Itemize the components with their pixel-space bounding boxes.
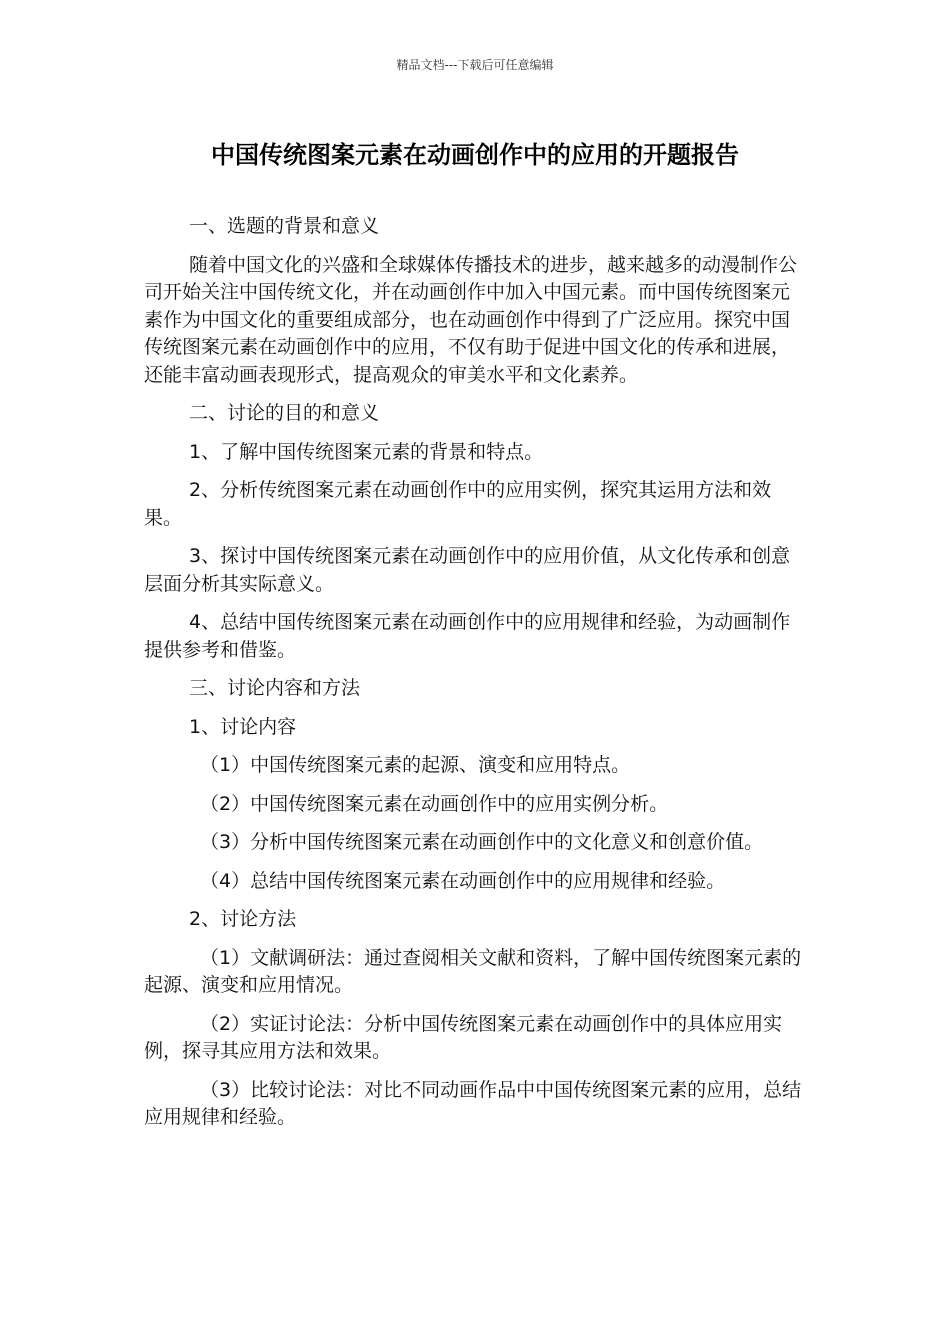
content-item-2: （2）中国传统图案元素在动画创作中的应用实例分析。: [200, 792, 669, 815]
method-item-3: （3）比较讨论法：对比不同动画作品中中国传统图案元素的应用，总结应用规律和经验。: [144, 1078, 802, 1128]
document-title: 中国传统图案元素在动画创作中的应用的开题报告: [211, 141, 739, 169]
section-heading-content-method: 三、讨论内容和方法: [189, 677, 361, 699]
purpose-item-4: 4、总结中国传统图案元素在动画创作中的应用规律和经验，为动画制作提供参考和借鉴。: [144, 611, 791, 661]
content-item-1: （1）中国传统图案元素的起源、演变和应用特点。: [200, 754, 631, 776]
page-header: 精品文档---下载后可任意编辑: [396, 58, 554, 72]
purpose-item-1: 1、了解中国传统图案元素的背景和特点。: [189, 440, 544, 463]
subheading-content: 1、讨论内容: [189, 715, 297, 738]
purpose-item-3: 3、探讨中国传统图案元素在动画创作中的应用价值，从文化传承和创意层面分析其实际意义。: [144, 545, 791, 595]
subheading-method: 2、讨论方法: [189, 908, 297, 930]
section-heading-purpose: 二、讨论的目的和意义: [189, 402, 380, 424]
content-item-4: （4）总结中国传统图案元素在动画创作中的应用规律和经验。: [200, 869, 726, 892]
method-item-2: （2）实证讨论法：分析中国传统图案元素在动画创作中的具体应用实例，探寻其应用方法和效果。: [144, 1012, 783, 1062]
method-item-1: （1）文献调研法：通过查阅相关文献和资料，了解中国传统图案元素的起源、演变和应用情况。: [144, 946, 802, 996]
section-heading-background: 一、选题的背景和意义: [189, 215, 380, 237]
document-body: [144, 213, 806, 1143]
purpose-item-2: 2、分析传统图案元素在动画创作中的应用实例，探究其运用方法和效果。: [144, 479, 772, 529]
paragraph-background: 随着中国文化的兴盛和全球媒体传播技术的进步，越来越多的动漫制作公司开始关注中国传统文化，并在动画创作中加入中国元素。而中国传统图案元素作为中国文化的重要组成部分，也在动画创作中得到了广泛应用。探究中国传统图案元素在动画创作中的应用，不仅有助于促进中国文化的传承和进展，还能丰富动画表现形式，提高观众的审美水平和文化素养。: [144, 253, 798, 386]
content-item-3: （3）分析中国传统图案元素在动画创作中的文化意义和创意价值。: [200, 831, 764, 853]
